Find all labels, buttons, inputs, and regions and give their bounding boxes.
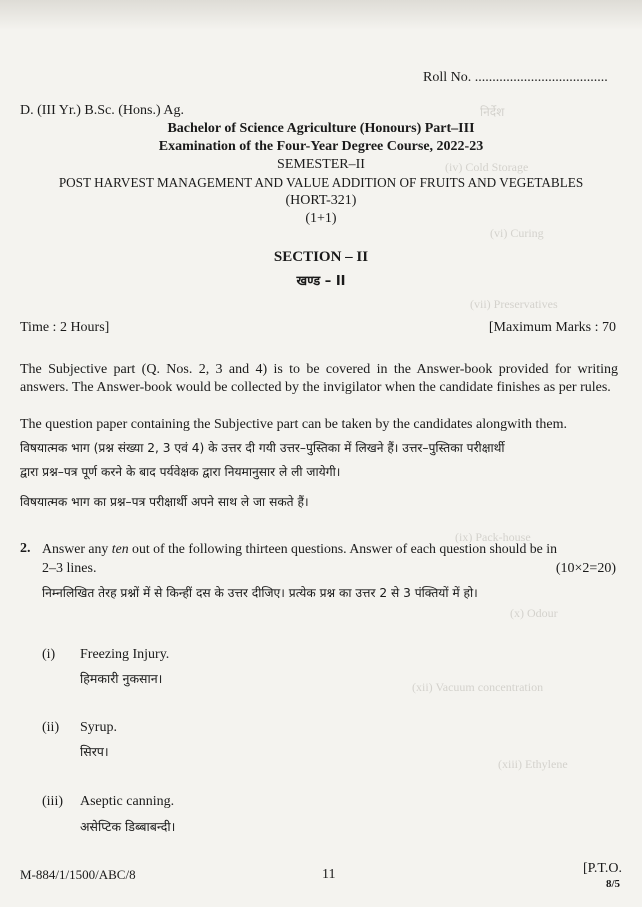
bleed-text: (ix) Pack-house bbox=[455, 530, 531, 544]
question-text-emphasis: ten bbox=[111, 541, 129, 556]
course-code: D. (III Yr.) B.Sc. (Hons.) Ag. bbox=[20, 103, 184, 118]
item-text: Freezing Injury. bbox=[80, 647, 170, 662]
semester: SEMESTER–II bbox=[277, 157, 365, 172]
time-allowed: Time : 2 Hours] bbox=[20, 320, 110, 335]
question-number: 2. bbox=[20, 541, 31, 556]
corner-mark: 8/5 bbox=[605, 878, 620, 890]
bleed-text: निर्देश bbox=[480, 105, 505, 119]
scan-shadow bbox=[0, 0, 642, 30]
instruction-hi-1a: विषयात्मक भाग (प्रश्न संख्या 2, 3 एवं 4) के उत्तर दी गयी उत्तर–पुस्तिका में लिखने हैं। उत्तर–पुस्तिका परीक्षार्थी bbox=[20, 441, 505, 455]
instruction-hi-2: विषयात्मक भाग का प्रश्न–पत्र परीक्षार्थी अपने साथ ले जा सकते हैं। bbox=[20, 495, 309, 509]
question-text-pre: Answer any bbox=[42, 541, 112, 556]
credits: (1+1) bbox=[305, 211, 337, 226]
roll-no-label: Roll No. bbox=[423, 70, 472, 85]
section-title: SECTION – II bbox=[273, 249, 369, 265]
question-marks: (10×2=20) bbox=[555, 561, 616, 576]
item-text: Syrup. bbox=[80, 720, 117, 735]
section-title-hindi: खण्ड – II bbox=[296, 274, 346, 289]
paper-code: (HORT-321) bbox=[285, 193, 357, 208]
item-number: (ii) bbox=[42, 720, 60, 735]
bleed-text: (xiii) Ethylene bbox=[498, 757, 568, 771]
please-turn-over: [P.T.O. bbox=[582, 861, 622, 876]
item-number: (i) bbox=[42, 647, 56, 662]
page-number: 11 bbox=[322, 867, 336, 882]
instruction-hi-1b: द्वारा प्रश्न–पत्र पूर्ण करने के बाद पर्यवेक्षक द्वारा नियमानुसार ले ली जायेगी। bbox=[20, 465, 341, 479]
question-text-post: out of the following thirteen questions. Answer of each question should be in bbox=[128, 541, 557, 556]
item-text-hindi: हिमकारी नुकसान। bbox=[80, 671, 163, 686]
bleed-text: (x) Odour bbox=[510, 606, 558, 620]
exam-line: Examination of the Four-Year Degree Course, 2022-23 bbox=[158, 139, 484, 154]
item-number: (iii) bbox=[42, 794, 63, 809]
maximum-marks: [Maximum Marks : 70 bbox=[488, 320, 616, 335]
question-text-line2: 2–3 lines. bbox=[42, 561, 97, 576]
bleed-text: (vii) Preservatives bbox=[470, 297, 558, 311]
bleed-text: (vi) Curing bbox=[490, 226, 544, 240]
degree-line: Bachelor of Science Agriculture (Honours) Part–III bbox=[167, 121, 475, 136]
bleed-text: (iv) Cold Storage bbox=[445, 160, 529, 174]
instruction-en-1: The Subjective part (Q. Nos. 2, 3 and 4) is to be covered in the Answer-book provided for writing answers. The Answer-book would be collected by the invigilator when the candidate finishes as per rules. bbox=[20, 362, 618, 395]
item-text-hindi: असेप्टिक डिब्बाबन्दी। bbox=[80, 819, 176, 834]
question-text bbox=[42, 541, 557, 557]
roll-no-field: ...................................... bbox=[474, 70, 608, 85]
item-text: Aseptic canning. bbox=[80, 794, 175, 809]
bleed-text: (xii) Vacuum concentration bbox=[412, 680, 544, 694]
roll-no bbox=[423, 70, 608, 86]
footer-code: M-884/1/1500/ABC/8 bbox=[20, 867, 136, 882]
question-text-hindi: निम्नलिखित तेरह प्रश्नों में से किन्हीं दस के उत्तर दीजिए। प्रत्येक प्रश्न का उत्तर 2 से 3 पंक्तियों में हो। bbox=[42, 586, 478, 600]
paper-title: POST HARVEST MANAGEMENT AND VALUE ADDITION OF FRUITS AND VEGETABLES bbox=[58, 175, 584, 190]
item-text-hindi: सिरप। bbox=[80, 744, 109, 759]
instruction-en-2: The question paper containing the Subjective part can be taken by the candidates alongwith them. bbox=[20, 417, 567, 432]
